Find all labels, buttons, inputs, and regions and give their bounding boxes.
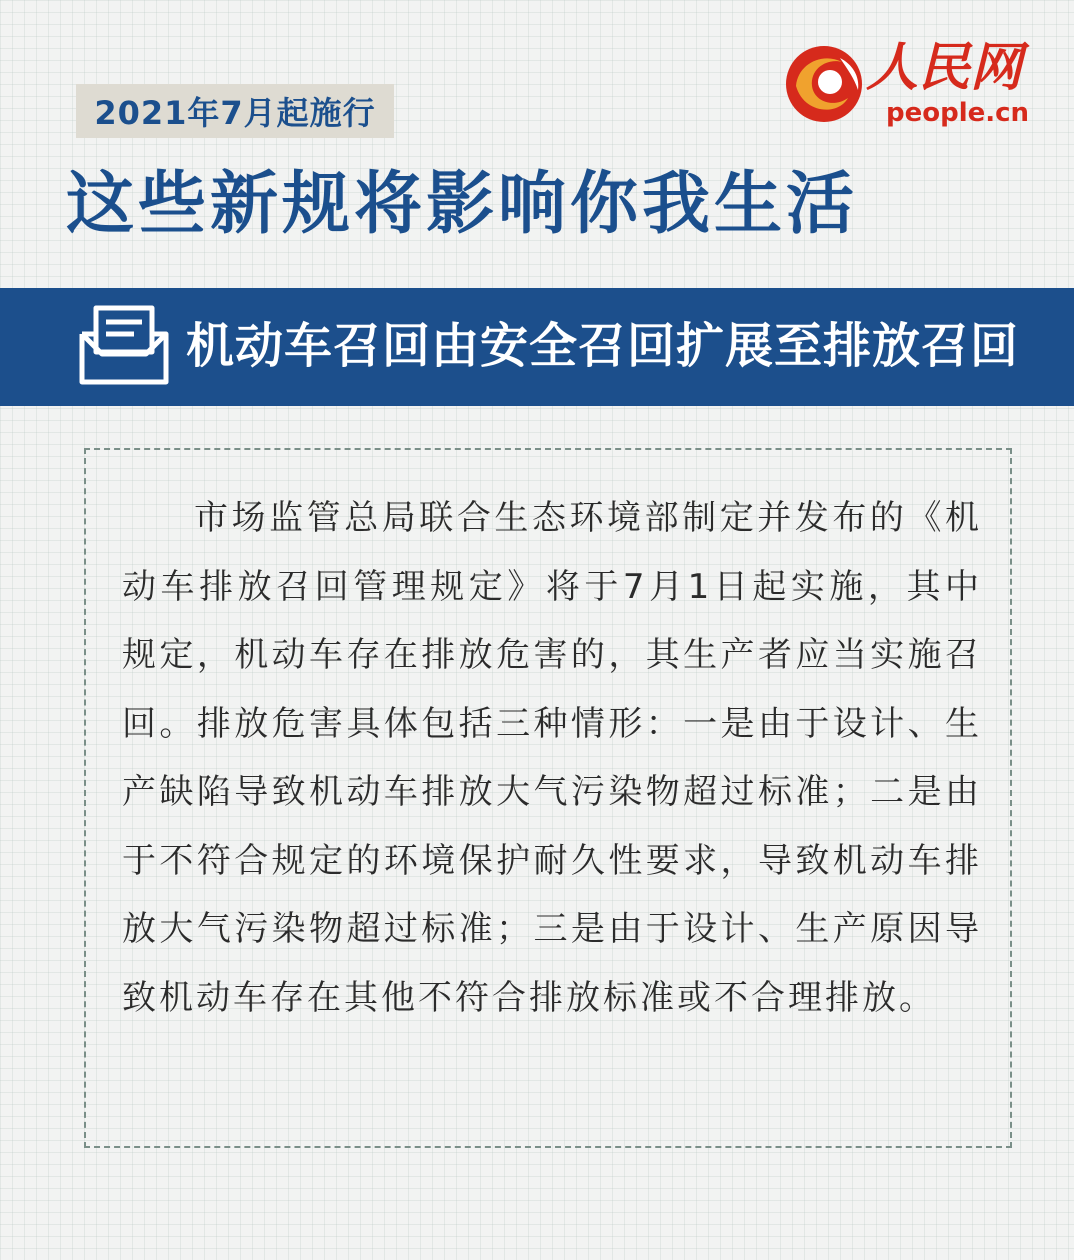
body-paragraph: 市场监管总局联合生态环境部制定并发布的《机动车排放召回管理规定》将于7月1日起实施，其中规定，机动车存在排放危害的，其生产者应当实施召回。排放危害具体包括三种情形：一是由于设计、生产缺陷导致机动车排放大气污染物超过标准；二是由于不符合规定的环境保护耐久性要求，导致机动车排放大气污染物超过标准；三是由于设计、生产原因导致机动车存在其他不符合排放标准或不合理排放。: [122, 498, 982, 1018]
people-cn-logo: [782, 36, 1032, 136]
date-tag: [76, 84, 394, 138]
date-tag-label: 2021年7月起施行: [94, 94, 376, 132]
logo-name-cn: 人民网: [866, 37, 1023, 98]
content-box: [84, 448, 1012, 1148]
envelope-document-icon: [78, 304, 170, 386]
section-banner: [0, 288, 1074, 406]
section-title: 机动车召回由安全召回扩展至排放召回: [186, 318, 1020, 374]
page-title: 这些新规将影响你我生活: [66, 165, 859, 244]
people-daily-swirl-logo-icon: [782, 42, 866, 126]
logo-domain: people.cn: [886, 98, 1030, 128]
